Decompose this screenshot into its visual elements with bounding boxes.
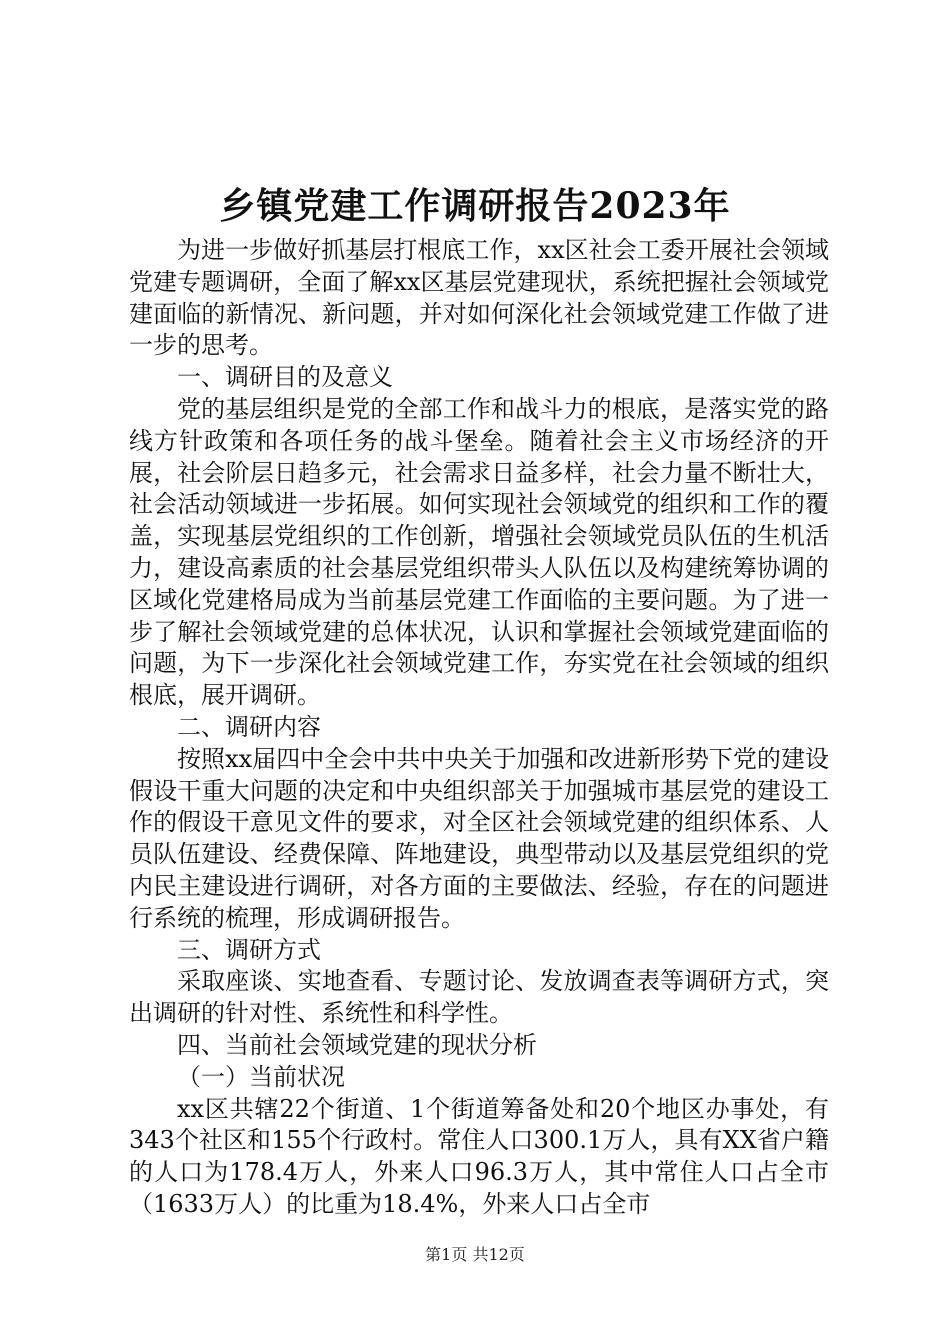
subsection-heading-status: （一）当前状况 xyxy=(177,1062,345,1091)
section-heading-analysis: 四、当前社会领域党建的现状分析 xyxy=(177,1030,537,1059)
section-heading-method: 三、调研方式 xyxy=(177,935,321,964)
paragraph-status: xx区共辖22个街道、1个街道筹备处和20个地区办事处，有343个社区和155个行政村。常住人口300.1万人，具有XX省户籍的人口为178.4万人，外来人口96.3万人，其中常住人口占全市（1633万人）的比重为18.4%，外来人口占全市 xyxy=(129,1094,829,1218)
document-body xyxy=(129,235,829,1221)
document-title: 乡镇党建工作调研报告2023年 xyxy=(219,185,731,227)
section-heading-content: 二、调研内容 xyxy=(177,712,321,741)
paragraph-method: 采取座谈、实地查看、专题讨论、发放调查表等调研方式，突出调研的针对性、系统性和科学性。 xyxy=(129,967,829,1028)
paragraph-content: 按照xx届四中全会中共中央关于加强和改进新形势下党的建设假设干重大问题的决定和中央组织部关于加强城市基层党的建设工作的假设干意见文件的要求，对全区社会领域党建的组织体系、人员队伍建设、经费保障、阵地建设，典型带动以及基层党组织的党内民主建设进行调研，对各方面的主要做法、经验，存在的问题进行系统的梳理，形成调研报告。 xyxy=(129,744,829,932)
section-heading-purpose: 一、调研目的及意义 xyxy=(177,363,393,392)
paragraph-intro: 为进一步做好抓基层打根底工作，xx区社会工委开展社会领域党建专题调研，全面了解xx区基层党建现状，系统把握社会领域党建面临的新情况、新问题，并对如何深化社会领域党建工作做了进一步的思考。 xyxy=(129,236,829,360)
page-number-footer: 第1页 共12页 xyxy=(425,1245,525,1264)
paragraph-purpose: 党的基层组织是党的全部工作和战斗力的根底，是落实党的路线方针政策和各项任务的战斗堡垒。随着社会主义市场经济的开展，社会阶层日趋多元，社会需求日益多样，社会力量不断壮大，社会活动领域进一步拓展。如何实现社会领域党的组织和工作的覆盖，实现基层党组织的工作创新，增强社会领域党员队伍的生机活力，建设高素质的社会基层党组织带头人队伍以及构建统筹协调的区域化党建格局成为当前基层党建工作面临的主要问题。为了进一步了解社会领域党建的总体状况，认识和掌握社会领域党建面临的问题，为下一步深化社会领域党建工作，夯实党在社会领域的组织根底，展开调研。 xyxy=(129,394,829,710)
